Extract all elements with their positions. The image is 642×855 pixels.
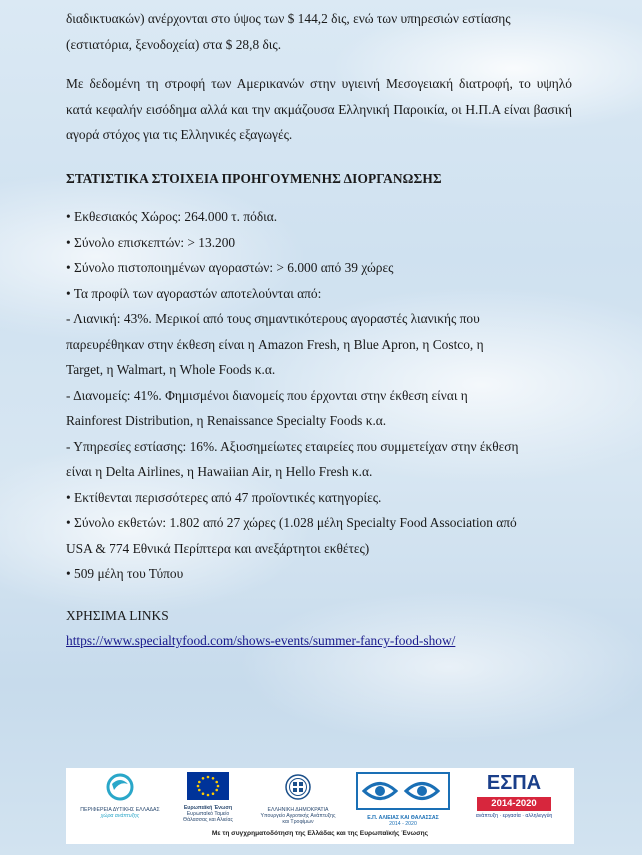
eu-logo [172,772,244,830]
statistics-list [66,204,572,587]
list-item: παρευρέθηκαν στην έκθεση είναι η Amazon Fresh, η Blue Apron, η Costco, η [66,336,484,352]
list-item: • Σύνολο πιστοποιημένων αγοραστών: > 6.000 από 39 χώρες [66,260,394,275]
cofunding-caption: Με τη συγχρηματοδότηση της Ελλάδας και της Ευρωπαϊκής Ένωσης [211,830,429,837]
list-item: • 509 μέλη του Τύπου [66,566,184,581]
list-item: • Εκθεσιακός Χώρος: 264.000 τ. πόδια. [66,209,278,224]
region-motto: χώρα ανάπτυξης [100,813,140,819]
list-item: • Σύνολο εκθετών: 1.802 από 27 χώρες (1.028 μέλη Specialty Food Association από [66,515,517,530]
region-logo [72,772,168,830]
espa-title: ΕΣΠΑ [486,772,542,794]
list-item: • Εκτίθενται περισσότερες από 47 προϊοντικές κατηγορίες. [66,489,382,505]
funding-footer [66,768,574,844]
list-item: • Τα προφίλ των αγοραστών αποτελούνται από: [66,285,322,301]
paragraph-1 [66,6,572,57]
logo-strip [66,772,574,830]
links-title: ΧΡΗΣΙΜΑ LINKS [66,607,169,623]
list-item: Rainforest Distribution, η Renaissance Specialty Foods κ.α. [66,413,387,428]
ministry-logo [250,772,346,830]
document-body [66,6,572,654]
ep-period: 2014 - 2020 [389,821,417,827]
list-item: Target, η Walmart, η Whole Foods κ.α. [66,362,276,377]
eu-fund: Ευρωπαϊκό Ταμείο [186,811,230,817]
ministry-name-2: και Τροφίμων [282,819,314,825]
ep-fisheries-logo [350,772,456,830]
list-item: - Λιανική: 43%. Μερικοί από τους σημαντικότερους αγοραστές λιανικής που [66,311,480,326]
ministry-state: ΕΛΛΗΝΙΚΗ ΔΗΜΟΚΡΑΤΙΑ [267,807,329,813]
espa-logo [466,772,562,830]
greek-emblem-icon [283,772,313,802]
eu-fund-2: Θάλασσας και Αλιείας [183,817,233,823]
eu-name: Ευρωπαϊκή Ένωση [183,805,233,811]
region-swirl-icon [100,772,140,802]
region-name: ΠΕΡΙΦΕΡΕΙΑ ΔΥΤΙΚΗΣ ΕΛΛΑΔΑΣ [80,807,160,813]
eu-flag-icon [187,772,229,800]
paragraph-1-line: διαδικτυακών) ανέρχονται στο ύψος των $ 144,2 δις, ενώ των υπηρεσιών εστίασης [66,11,511,26]
ep-name: Ε.Π. ΑΛΙΕΙΑΣ ΚΑΙ ΘΑΛΑΣΣΑΣ [367,815,439,821]
list-item: • Σύνολο επισκεπτών: > 13.200 [66,234,236,250]
espa-motto: ανάπτυξη · εργασία · αλληλεγγύη [475,813,553,819]
specialty-food-link[interactable]: https://www.specialtyfood.com/shows-events/summer-fancy-food-show/ [66,633,456,648]
list-item: είναι η Delta Airlines, η Hawaiian Air, η Hello Fresh κ.α. [66,464,373,479]
paragraph-2: Με δεδομένη τη στροφή των Αμερικανών στην υγιεινή Μεσογειακή διατροφή, το υψηλό κατά κεφαλήν εισόδημα αλλά και την ακμάζουσα Ελληνική Παροικία, οι Η.Π.Α είναι βασική αγορά στόχος για τις Ελληνικές εξαγωγές. [66,76,572,142]
section-heading: ΣΤΑΤΙΣΤΙΚΑ ΣΤΟΙΧΕΙΑ ΠΡΟΗΓΟΥΜΕΝΗΣ ΔΙΟΡΓΑΝΩΣΗΣ [66,170,442,186]
list-item: - Διανομείς: 41%. Φημισμένοι διανομείς που έρχονται στην έκθεση είναι η [66,387,468,403]
paragraph-1-line-2: (εστιατόρια, ξενοδοχεία) στα $ 28,8 δις. [66,36,282,52]
fish-eyes-icon [356,772,450,810]
ministry-name: Υπουργείο Αγροτικής Ανάπτυξης [260,813,336,819]
espa-period: 2014-2020 [477,797,551,811]
list-item: USA & 774 Εθνικά Περίπτερα και ανεξάρτητοι εκθέτες) [66,540,370,556]
list-item: - Υπηρεσίες εστίασης: 16%. Αξιοσημείωτες εταιρείες που συμμετείχαν στην έκθεση [66,438,519,454]
